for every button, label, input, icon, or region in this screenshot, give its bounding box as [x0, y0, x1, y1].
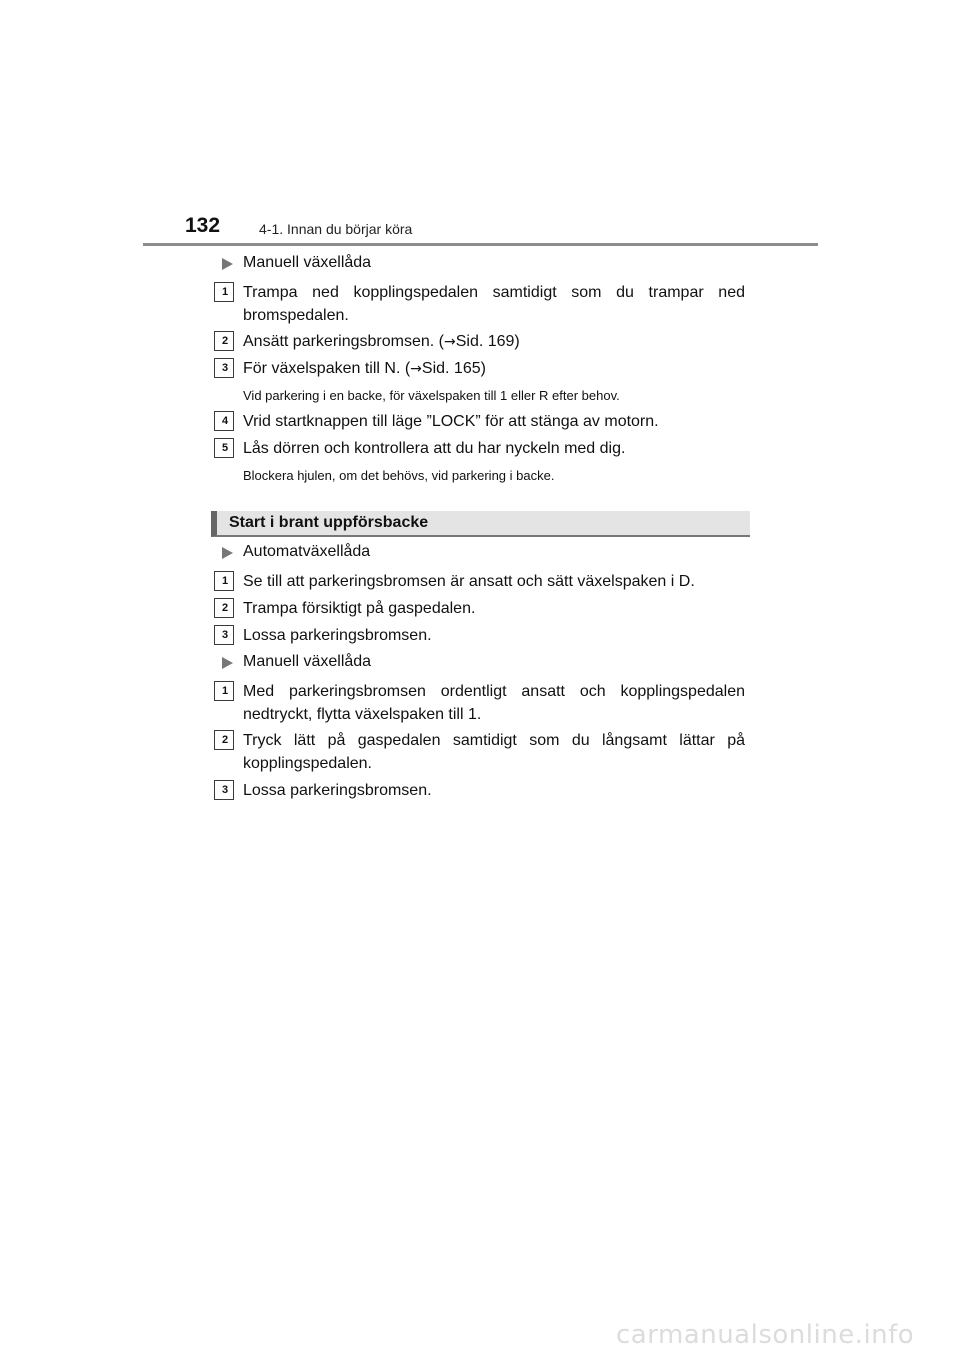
- step-text-2: [243, 330, 745, 354]
- step-text-3-before: För växelspaken till N. (: [243, 360, 411, 377]
- header-rule: [143, 243, 818, 246]
- chapter-title: 4-1. Innan du börjar köra: [259, 221, 413, 237]
- manual-step-number-3: 3: [214, 780, 234, 800]
- step-text-1: Trampa ned kopplingspedalen samtidigt som du trampar ned bromspedalen.: [243, 284, 745, 324]
- step-text-3: [243, 357, 745, 381]
- note-parking-slope: Vid parkering i en backe, för växelspaken till 1 eller R efter behov.: [243, 388, 620, 403]
- arrow-icon: →: [410, 361, 422, 377]
- auto-step-text-2: Trampa försiktigt på gaspedalen.: [243, 600, 476, 617]
- step-text-2-ref: Sid. 169): [455, 333, 520, 350]
- auto-step-number-3: 3: [214, 625, 234, 645]
- manual-step-text-2: Tryck lätt på gaspedalen samtidigt som du långsamt lättar på kopplingspedalen.: [243, 732, 745, 772]
- watermark: carmanualsonline.info: [616, 1320, 915, 1350]
- section-title: Start i brant uppförsbacke: [229, 514, 429, 531]
- step-number-2: 2: [214, 331, 234, 351]
- page-number: 132: [185, 214, 221, 237]
- step-number-4: 4: [214, 411, 234, 431]
- subheading-manual-hill: Manuell växellåda: [243, 653, 372, 670]
- step-number-1: 1: [214, 282, 234, 302]
- subheading-automatic: Automatväxellåda: [243, 543, 371, 560]
- manual-step-number-2: 2: [214, 730, 234, 750]
- subheading-manual: Manuell växellåda: [243, 254, 372, 271]
- auto-step-text-3: Lossa parkeringsbromsen.: [243, 627, 432, 644]
- step-text-4: Vrid startknappen till läge ”LOCK” för att stänga av motorn.: [243, 413, 659, 430]
- auto-step-number-1: 1: [214, 571, 234, 591]
- section-heading: [211, 511, 750, 537]
- triangle-bullet-icon: [222, 258, 233, 270]
- step-number-5: 5: [214, 438, 234, 458]
- manual-step-number-1: 1: [214, 681, 234, 701]
- manual-step-text-3: Lossa parkeringsbromsen.: [243, 782, 432, 799]
- step-text-3-ref: Sid. 165): [421, 360, 486, 377]
- note-wheel-chocks: Blockera hjulen, om det behövs, vid parkering i backe.: [243, 468, 555, 483]
- auto-step-text-1: Se till att parkeringsbromsen är ansatt och sätt växelspaken i D.: [243, 573, 695, 590]
- step-number-3: 3: [214, 358, 234, 378]
- triangle-bullet-icon: [222, 547, 233, 559]
- auto-step-number-2: 2: [214, 598, 234, 618]
- step-text-2-before: Ansätt parkeringsbromsen. (: [243, 333, 444, 350]
- step-text-5: Lås dörren och kontrollera att du har nyckeln med dig.: [243, 440, 626, 457]
- triangle-bullet-icon: [222, 657, 233, 669]
- arrow-icon: →: [443, 334, 456, 350]
- manual-step-text-1: Med parkeringsbromsen ordentligt ansatt och kopplingspedalen nedtryckt, flytta växelspaken till 1.: [243, 683, 745, 723]
